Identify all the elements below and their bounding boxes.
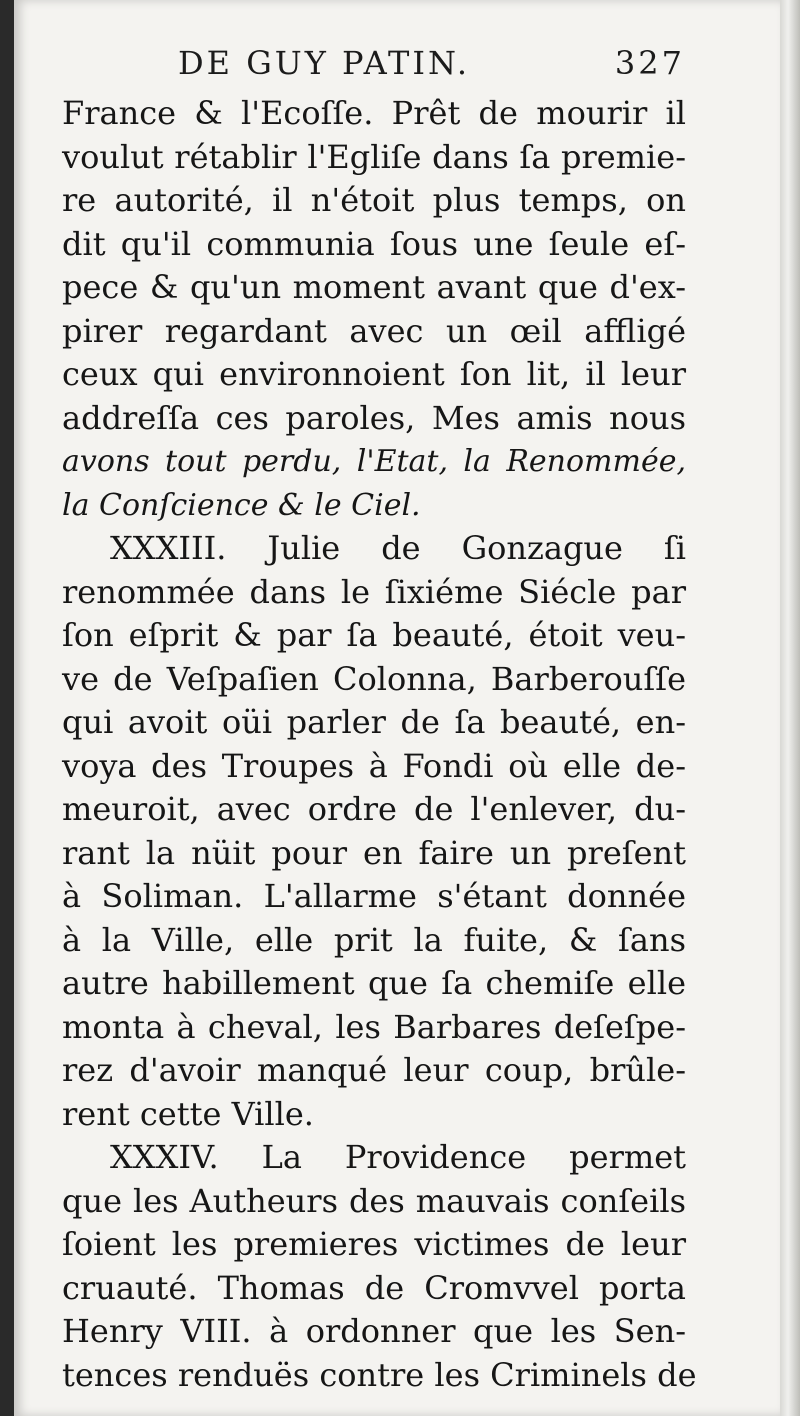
text-line: voulut rétablir l'Egliſe dans ſa premie- (62, 137, 686, 176)
text-line: monta à cheval, les Barbares deſeſpe- (62, 1007, 686, 1046)
page-edge (780, 0, 800, 1416)
text-line: ſoient les premieres victimes de leur (62, 1225, 686, 1263)
text-line: renommée dans le ſixiéme Siécle par (62, 572, 686, 611)
body-text (62, 92, 697, 1397)
text-line: qui avoit oüi parler de ſa beauté, en- (62, 703, 686, 741)
text-line: à Soliman. L'allarme s'étant donnée (62, 877, 686, 915)
running-title: DE GUY PATIN. (178, 44, 471, 82)
text-line: addreſſa ces paroles, Mes amis nous (62, 398, 686, 437)
text-line: que les Autheurs des mauvais conſeils (62, 1181, 686, 1220)
text-line: autre habillement que ſa chemiſe elle (62, 964, 686, 1002)
text-line: rant la nüit pour en faire un preſent (62, 833, 686, 872)
text-line: avons tout perdu, l'Etat, la Renommée, (62, 444, 686, 479)
page-number: 327 (614, 44, 685, 82)
text-line: re autorité, il n'étoit plus temps, on (62, 181, 686, 219)
text-line: cruauté. Thomas de Cromvvel porta (62, 1268, 686, 1307)
paragraph-start: XXXIV. La Providence permet (110, 1138, 686, 1176)
text-line: dit qu'il communia ſous une ſeule eſ- (62, 224, 686, 263)
text-line: la Conſcience & le Ciel. (62, 487, 421, 523)
text-line: à la Ville, elle prit la fuite, & ſans (62, 920, 686, 959)
text-line: rent cette Ville. (62, 1094, 314, 1133)
text-line: ceux qui environnoient ſon lit, il leur (62, 355, 686, 393)
text-line: meuroit, avec ordre de l'enlever, du- (62, 790, 686, 828)
text-line: ſon eſprit & par ſa beauté, étoit veu- (62, 616, 686, 654)
text-line: voya des Troupes à Fondi où elle de- (62, 746, 686, 785)
text-line: rez d'avoir manqué leur coup, brûle- (62, 1051, 686, 1089)
text-line: pirer regardant avec un œil affligé (62, 311, 686, 350)
page-header (150, 44, 685, 92)
text-line: ve de Veſpaſien Colonna, Barberouſſe (62, 659, 686, 698)
text-line: tences renduës contre les Criminels de (62, 1355, 697, 1394)
text-line: France & l'Ecoſſe. Prêt de mourir il (62, 94, 686, 132)
paragraph-start: XXXIII. Julie de Gonzague ſi (110, 529, 686, 567)
text-line: Henry VIII. à ordonner que les Sen- (62, 1312, 686, 1350)
text-line: pece & qu'un moment avant que d'ex- (62, 268, 686, 306)
